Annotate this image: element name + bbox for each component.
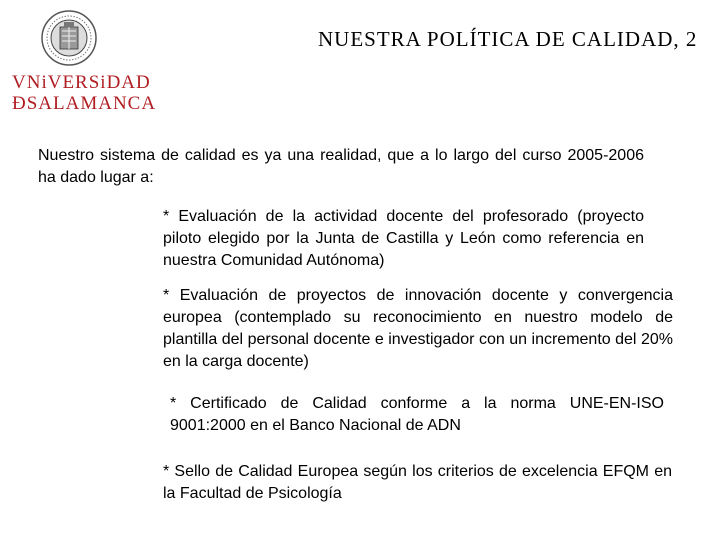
list-item-sello-efqm: * Sello de Calidad Europea según los criterios de excelencia EFQM en la Facultad de Psicología [163,463,672,502]
list-item-certificado-iso: * Certificado de Calidad conforme a la norma UNE-EN-ISO 9001:2000 en el Banco Nacional de ADN [170,395,664,434]
page-title: NUESTRA POLÍTICA DE CALIDAD, 2 [318,27,698,51]
logo-line-1: VNiVERSiDAD [12,72,151,93]
university-seal-icon [41,8,97,68]
list-item-innovacion-docente: * Evaluación de proyectos de innovación docente y convergencia europea (contemplado su reconocimiento en nuestro modelo de plantilla del personal docente e investigador con un incremento del 20% en la carga docente) [163,287,673,370]
logo-line-2: ÐSALAMANCA [12,93,157,114]
list-item-evaluacion-docente: * Evaluación de la actividad docente del profesorado (proyecto piloto elegido por la Junta de Castilla y León como referencia en nuestra Comunidad Autónoma) [163,208,644,269]
intro-paragraph: Nuestro sistema de calidad es ya una realidad, que a lo largo del curso 2005-2006 ha dado lugar a: [38,147,644,186]
university-logo [12,72,156,114]
